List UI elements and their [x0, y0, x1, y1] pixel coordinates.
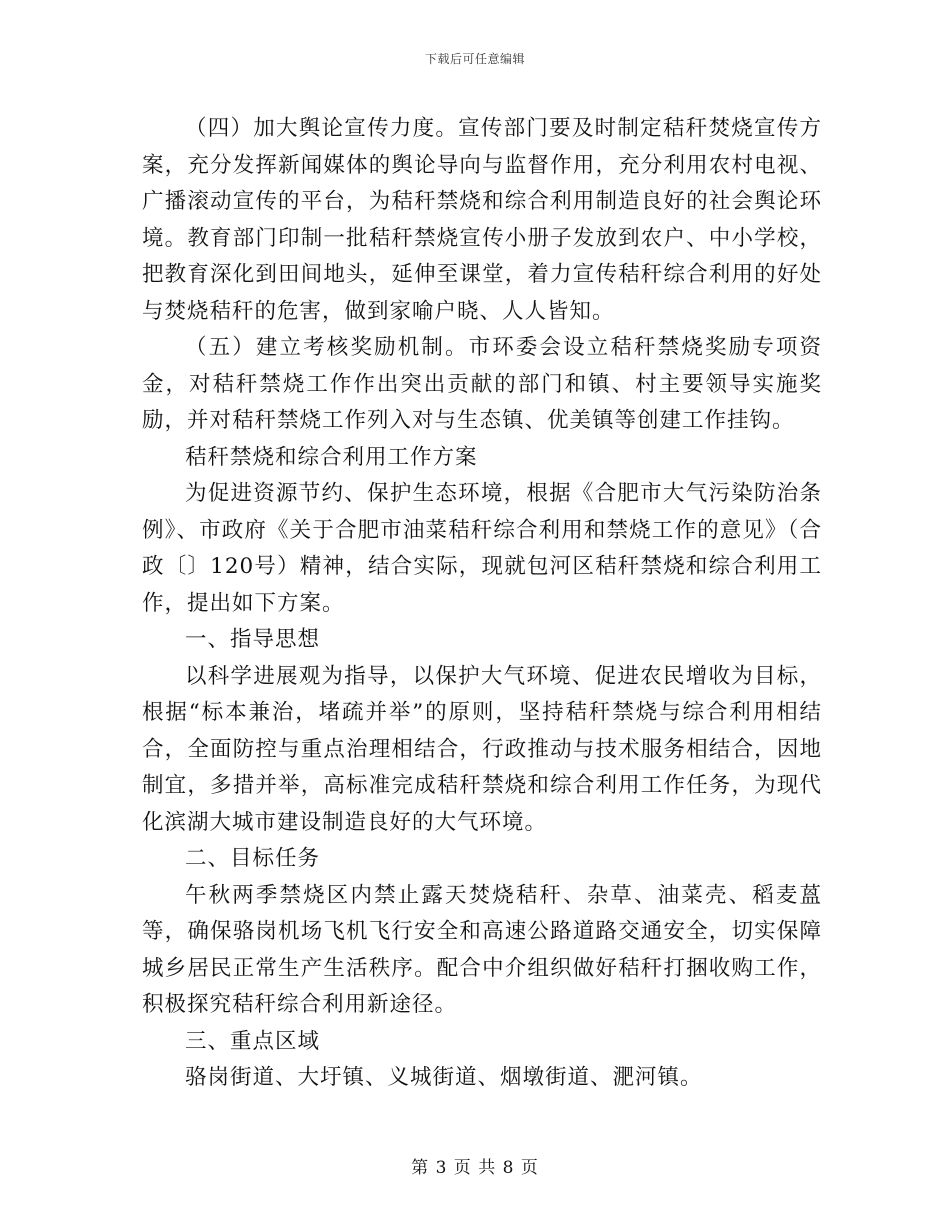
paragraph-intro: 为促进资源节约、保护生态环境，根据《合肥市大气污染防治条例》、市政府《关于合肥市油菜秸秆综合利用和禁烧工作的意见》（合政〔〕120号）精神，结合实际，现就包河区秸秆禁烧和综合利用工作，提出如下方案。: [142, 481, 822, 616]
paragraph-target-tasks: 午秋两季禁烧区内禁止露天焚烧秸秆、杂草、油菜壳、稻麦蒕等，确保骆岗机场飞机飞行安全和高速公路道路交通安全，切实保障城乡居民正常生产生活秩序。配合中介组织做好秸秆打捆收购工作，积极探究秸秆综合利用新途径。: [142, 882, 822, 1017]
paragraph-publicity: （四）加大舆论宣传力度。宣传部门要及时制定秸秆焚烧宣传方案，充分发挥新闻媒体的舆论导向与监督作用，充分利用农村电视、广播滚动宣传的平台，为秸秆禁烧和综合利用制造良好的社会舆论环境。教育部门印制一批秸秆禁烧宣传小册子发放到农户、中小学校，把教育深化到田间地头，延伸至课堂，着力宣传秸秆综合利用的好处与焚烧秸秆的危害，做到家喻户晓、人人皆知。: [142, 116, 822, 324]
heading-target-tasks: 二、目标任务: [185, 846, 321, 871]
page-header: 下载后可任意编辑: [424, 52, 525, 66]
document-body: [142, 111, 822, 1097]
section-title: 秸秆禁烧和综合利用工作方案: [185, 444, 478, 470]
paragraph-guiding-ideology: 以科学进展观为指导，以保护大气环境、促进农民增收为目标，根据“标本兼治，堵疏并举”的原则，坚持秸秆禁烧与综合利用相结合，全面防控与重点治理相结合，行政推动与技术服务相结合，因地制宜，多措并举，高标准完成秸秆禁烧和综合利用工作任务，为现代化滨湖大城市建设制造良好的大气环境。: [142, 663, 822, 835]
heading-key-areas: 三、重点区域: [185, 1028, 321, 1054]
paragraph-key-areas: 骆岗街道、大圩镇、义城街道、烟墩街道、淝河镇。: [185, 1065, 703, 1090]
page-number: 第 3 页 共 8 页: [411, 1158, 539, 1178]
heading-guiding-ideology: 一、指导思想: [185, 627, 321, 652]
paragraph-reward-mechanism: （五）建立考核奖励机制。市环委会设立秸秆禁烧奖励专项资金，对秸秆禁烧工作作出突出贡献的部门和镇、村主要领导实施奖励，并对秸秆禁烧工作列入对与生态镇、优美镇等创建工作挂钩。: [142, 335, 822, 433]
